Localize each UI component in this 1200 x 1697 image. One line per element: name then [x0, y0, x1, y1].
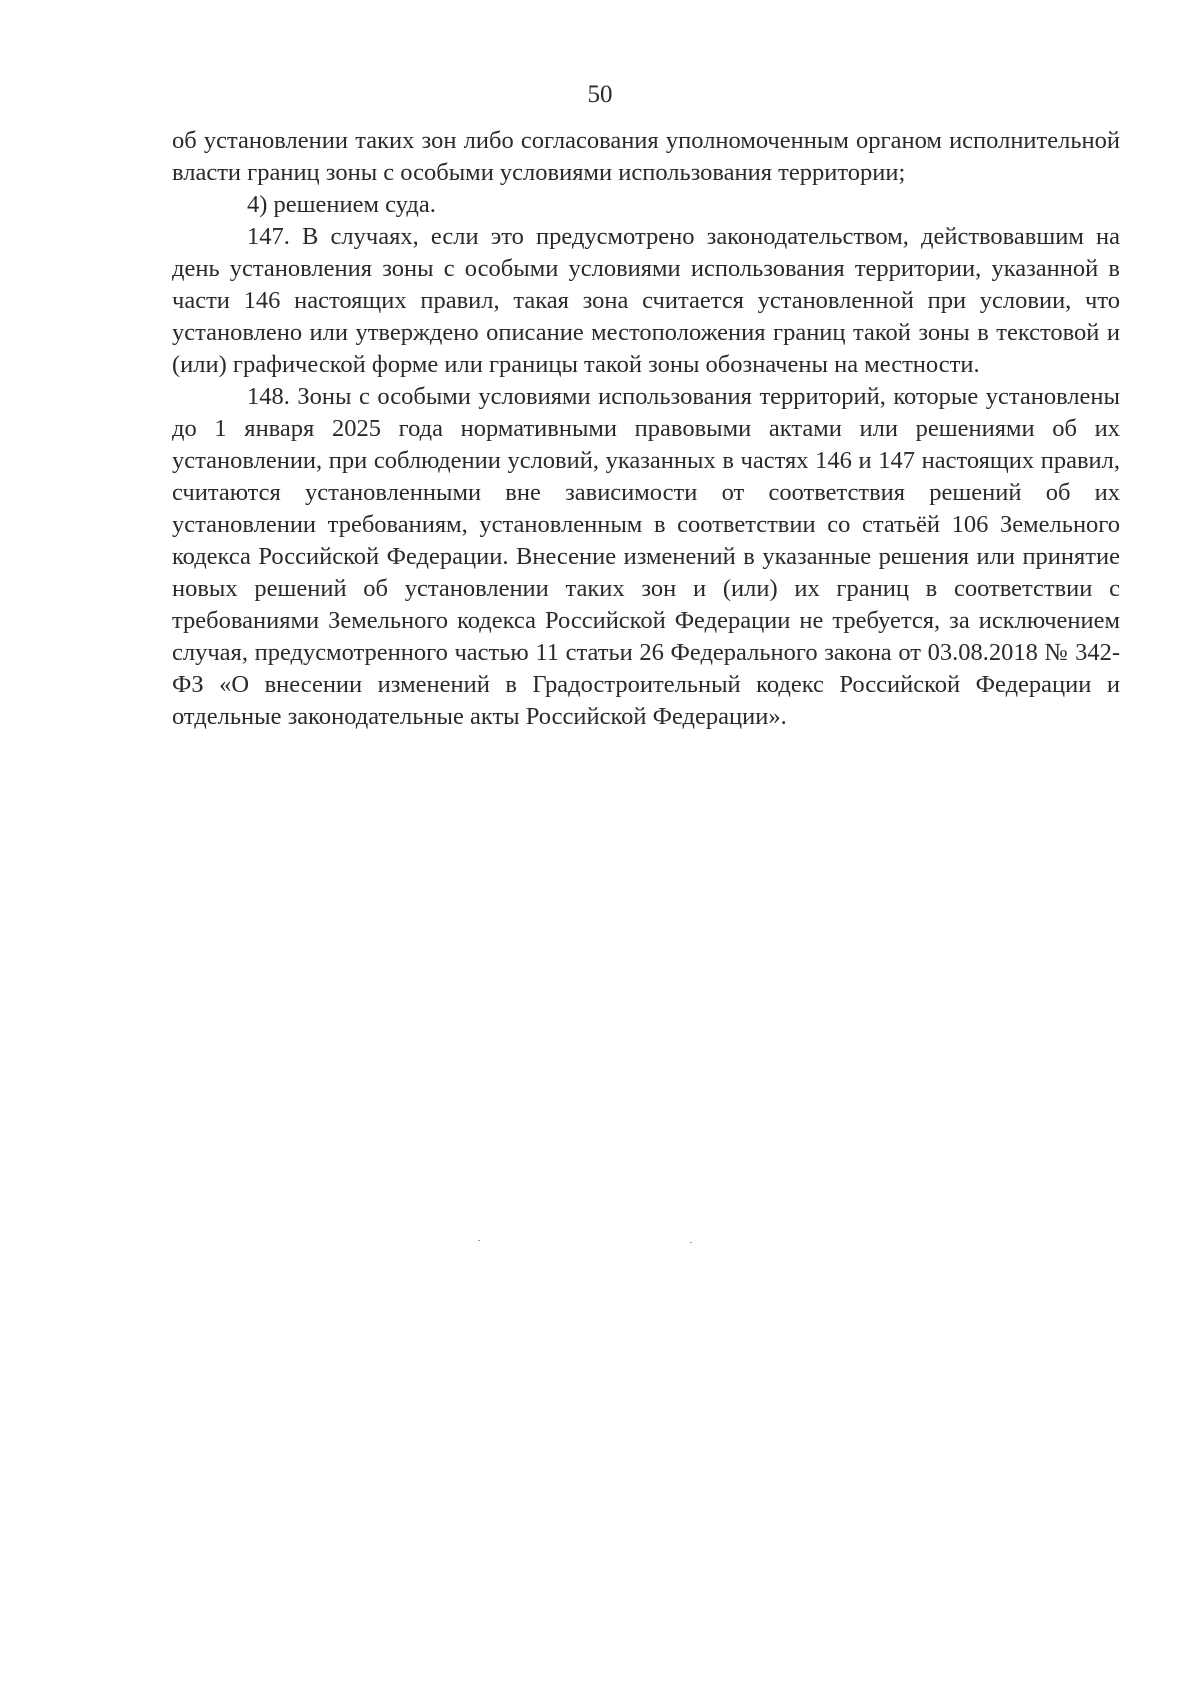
paragraph-item-4: 4) решением суда.	[247, 191, 436, 218]
paragraph-continuation: об установлении таких зон либо согласования уполномоченным органом исполнительной власти границ зоны с особыми условиями использования территории;	[172, 127, 1120, 186]
scan-artifact	[478, 1240, 480, 1241]
scan-artifact	[690, 1242, 692, 1243]
paragraph-147: 147. В случаях, если это предусмотрено законодательством, действовавшим на день установления зоны с особыми условиями использования территории, указанной в части 146 настоящих правил, такая зона считается установленной при условии, что установлено или утверждено описание местоположения границ такой зоны в текстовой и (или) графической форме или границы такой зоны обозначены на местности.	[172, 223, 1120, 378]
document-body	[172, 125, 1120, 733]
page-number: 50	[587, 81, 613, 108]
paragraph-148: 148. Зоны с особыми условиями использования территорий, которые установлены до 1 января 2025 года нормативными правовыми актами или решениями об их установлении, при соблюдении условий, указанных в частях 146 и 147 настоящих правил, считаются установленными вне зависимости от соответствия решений об их установлении требованиям, установленным в соответствии со статьёй 106 Земельного кодекса Российской Федерации. Внесение изменений в указанные решения или принятие новых решений об установлении таких зон и (или) их границ в соответствии с требованиями Земельного кодекса Российской Федерации не требуется, за исключением случая, предусмотренного частью 11 статьи 26 Федерального закона от 03.08.2018 № 342-ФЗ «О внесении изменений в Градостроительный кодекс Российской Федерации и отдельные законодательные акты Российской Федерации».	[172, 383, 1120, 730]
